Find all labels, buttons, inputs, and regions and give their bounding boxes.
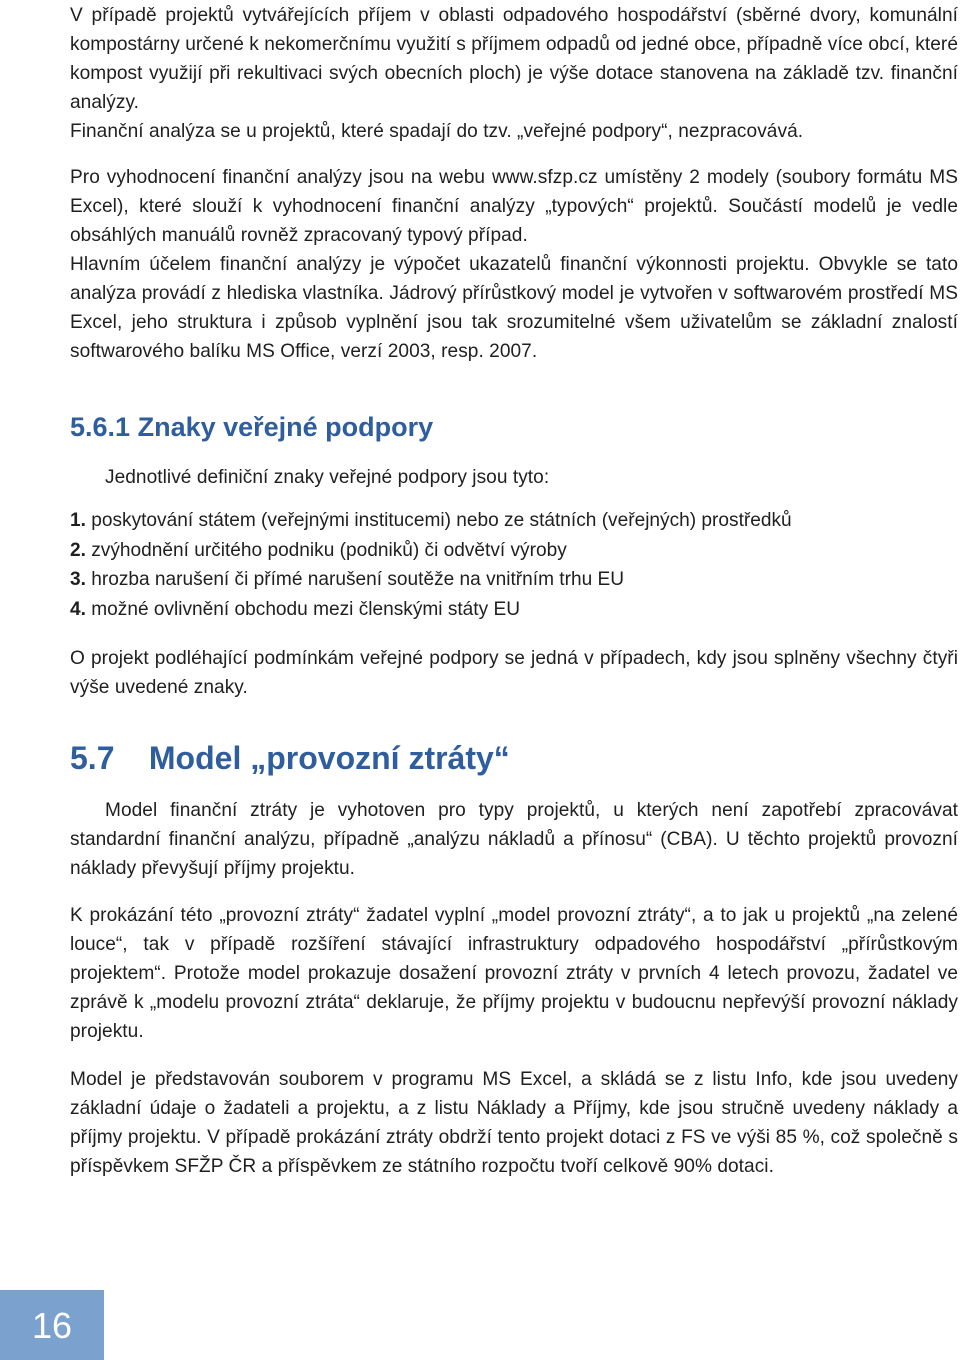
section-title: Model „provozní ztráty“ [148, 740, 510, 776]
list-item [70, 536, 792, 566]
list-item-text: poskytování státem (veřejnými institucemi) nebo ze státních (veřejných) prostředků [91, 510, 792, 531]
list-item-number: 2. [70, 539, 86, 561]
paragraph-models-web: Pro vyhodnocení finanční analýzy jsou na webu www.sfzp.cz umístěny 2 modely (soubory formátu MS Excel), které slouží k vyhodnocení finanční analýzy „typových“ projektů. Součástí modelů je vedle obsáhlých manuálů rovněž zpracovaný typový případ. [70, 167, 958, 246]
paragraph-state-aid-note: Finanční analýza se u projektů, které spadají do tzv. „veřejné podpory“, nezpracovává. [70, 121, 804, 142]
list-item-number: 4. [70, 598, 86, 620]
list-item-number: 3. [70, 569, 86, 590]
list-item-text: možné ovlivnění obchodu mezi členskými státy EU [91, 598, 520, 620]
list-item-number: 1. [70, 510, 86, 531]
section-heading-5-6-1 [70, 410, 433, 444]
paragraph-analysis-purpose: Hlavním účelem finanční analýzy je výpočet ukazatelů finanční výkonnosti projektu. Obvykle se tato analýza provádí z hlediska vlastníka. Jádrový přírůstkový model je vytvořen v softwarovém prostředí MS Excel, jeho struktura i způsob vyplnění jsou tak srozumitelné všem uživatelům se základní znalostí softwarového balíku MS Office, verzí 2003, resp. 2007. [70, 254, 958, 362]
paragraph-conclusion: O projekt podléhající podmínkám veřejné podpory se jedná v případech, kdy jsou splněny všechny čtyři výše uvedené znaky. [70, 648, 958, 698]
list-item-text: zvýhodnění určitého podniku (podniků) či odvětví výroby [91, 539, 567, 561]
paragraph-model-file: Model je představován souborem v programu MS Excel, a skládá se z listu Info, kde jsou uvedeny základní údaje o žadateli a projektu, a z listu Náklady a Příjmy, kde jsou stručně uvedeny náklady a příjmy projektu. V případě prokázání ztráty obdrží tento projekt dotaci z FS ve výši 85 %, což společně s příspěvkem SFŽP ČR a příspěvkem ze státního rozpočtu tvoří celkově 90% dotaci. [70, 1069, 958, 1177]
page-number: 16 [31, 1305, 73, 1346]
state-aid-criteria-list [70, 506, 792, 624]
list-item [70, 506, 792, 536]
paragraph-model-loss: Model finanční ztráty je vyhotoven pro typy projektů, u kterých není zapotřebí zpracovávat standardní finanční analýzu, případně „analýzu nákladů a přínosu“ (CBA). U těchto projektů provozní náklady převyšují příjmy projektu. [70, 800, 958, 879]
section-number: 5.6.1 [70, 412, 131, 442]
section-intro: Jednotlivé definiční znaky veřejné podpory jsou tyto: [105, 467, 550, 488]
section-number: 5.7 [70, 740, 115, 776]
list-item [70, 595, 792, 625]
section-title: Znaky veřejné podpory [137, 412, 434, 442]
list-item [70, 565, 792, 595]
paragraph-waste-projects: V případě projektů vytvářejících příjem v oblasti odpadového hospodářství (sběrné dvory, komunální kompostárny určené k nekomerčnímu využití s příjmem odpadů od jedné obce, případně více obcí, které kompost využijí při rekultivaci svých obecních ploch) je výše dotace stanovena na základě tzv. finanční analýzy. [70, 5, 958, 113]
section-heading-5-7 [70, 738, 510, 778]
list-item-text: hrozba narušení či přímé narušení soutěže na vnitřním trhu EU [91, 569, 625, 590]
paragraph-proof-loss: K prokázání této „provozní ztráty“ žadatel vyplní „model provozní ztráty“, a to jak u projektů „na zelené louce“, tak v případě rozšíření stávající infrastruktury odpadového hospodářství „přírůstkovým projektem“. Protože model prokazuje dosažení provozní ztráty v prvních 4 letech provozu, žadatel ve zprávě k „modelu provozní ztráta“ deklaruje, že příjmy projektu v budoucnu nepřevýší provozní náklady projektu. [70, 905, 958, 1042]
